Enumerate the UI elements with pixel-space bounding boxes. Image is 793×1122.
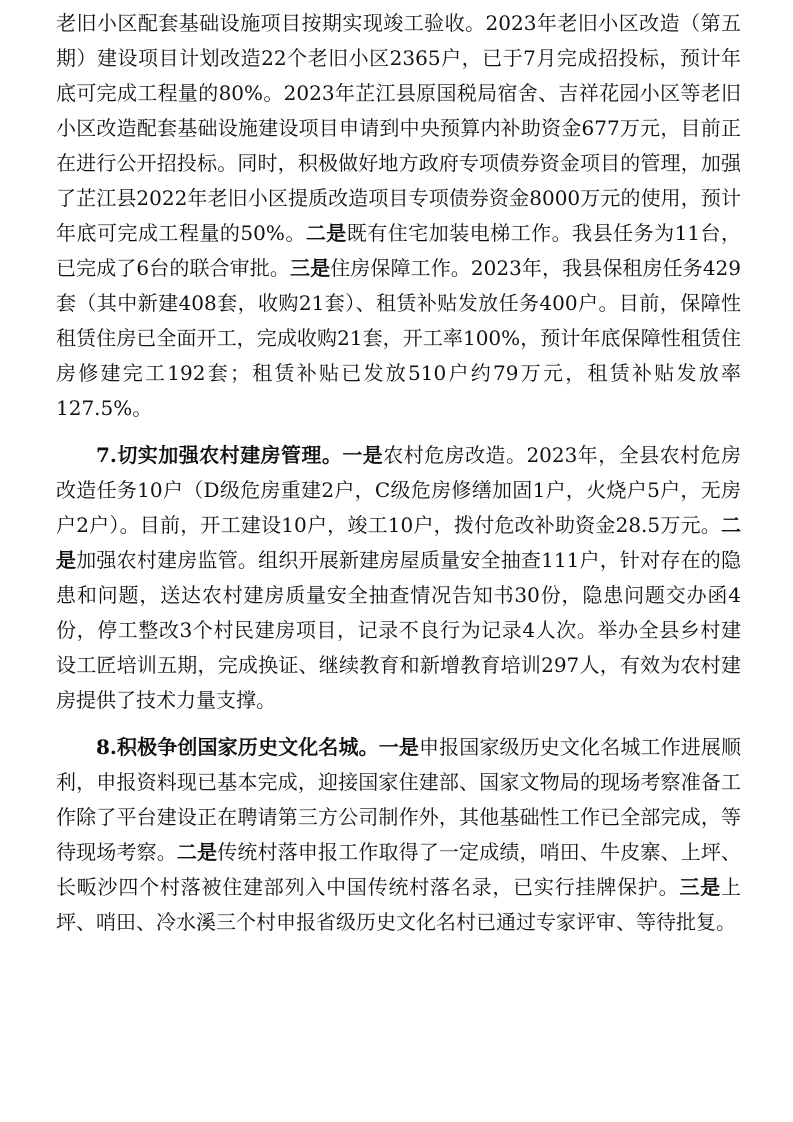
text-run: 住房保障工作。2023年，我县保租房任务429套（其中新建408套，收购21套）、租赁补贴发放任务400户。目前，保障性租赁住房已全面开工，完成收购21套，开工率100%，预计年底保障性租赁住房修建完工192套；租赁补贴已发放510户约79万元，租赁补贴发放率127.5%。 <box>56 256 742 420</box>
bold-run: 二是 <box>305 221 347 245</box>
text-run: 既有住宅加装电梯工作。我县任务为11台，已完成了6台的联合审批。 <box>56 221 742 280</box>
paragraph-historic-city <box>56 730 741 940</box>
paragraph-rural-housing <box>56 438 741 718</box>
bold-run: 三是 <box>289 256 331 280</box>
section-heading: 8.积极争创国家历史文化名城。一是 <box>96 735 419 759</box>
text-run: 农村危房改造。2023年，全县农村危房改造任务10户（D级危房重建2户，C级危房修缮加固1户，火烧户5户，无房户2户）。目前，开工建设10户，竣工10户，拨付危改补助资金28.5万元。 <box>56 443 741 537</box>
paragraph-housing-renovation <box>56 6 741 426</box>
bold-run: 二是 <box>176 840 218 864</box>
bold-run: 二是 <box>56 513 741 572</box>
section-heading: 7.切实加强农村建房管理。一是 <box>96 443 384 467</box>
text-run: 老旧小区配套基础设施项目按期实现竣工验收。2023年老旧小区改造（第五期）建设项目计划改造22个老旧小区2365户，已于7月完成招投标，预计年底可完成工程量的80%。2023年芷江县原国税局宿舍、吉祥花园小区等老旧小区改造配套基础设施建设项目申请到中央预算内补助资金677万元，目前正在进行公开招投标。同时，积极做好地方政府专项债券资金项目的管理，加强了芷江县2022年老旧小区提质改造项目专项债券资金8000万元的使用，预计年底可完成工程量的50%。 <box>56 11 741 245</box>
text-run: 加强农村建房监管。组织开展新建房屋质量安全抽查111户，针对存在的隐患和问题，送达农村建房质量安全抽查情况告知书30份，隐患问题交办函4份，停工整改3个村民建房项目，记录不良行为记录4人次。举办全县乡村建设工匠培训五期，完成换证、继续教育和新增教育培训297人，有效为农村建房提供了技术力量支撑。 <box>56 548 741 712</box>
bold-run: 三是 <box>679 875 721 899</box>
text-run: 上坪、哨田、冷水溪三个村申报省级历史文化名村已通过专家评审、等待批复。 <box>56 875 741 934</box>
text-run: 传统村落申报工作取得了一定成绩，哨田、牛皮寨、上坪、长畈沙四个村落被住建部列入中国传统村落名录，已实行挂牌保护。 <box>56 840 742 899</box>
text-run: 申报国家级历史文化名城工作进展顺利，申报资料现已基本完成，迎接国家住建部、国家文物局的现场考察准备工作除了平台建设正在聘请第三方公司制作外，其他基础性工作已全部完成，等待现场考察。 <box>56 735 741 864</box>
